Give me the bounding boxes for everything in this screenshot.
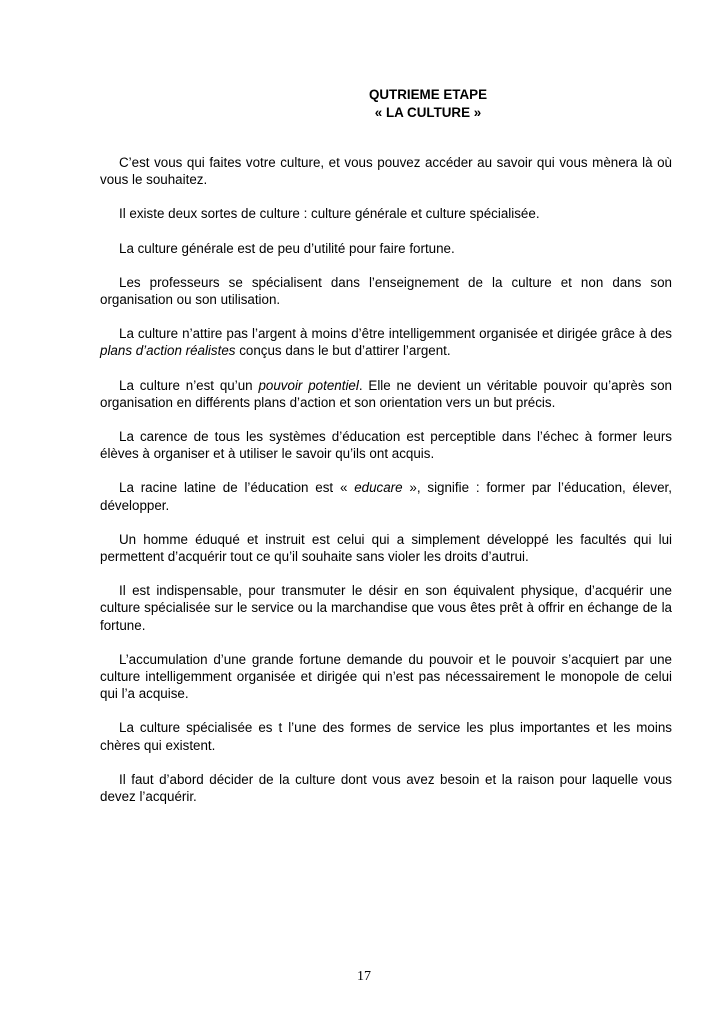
paragraph	[100, 582, 672, 634]
text-segment: La culture n’attire pas l’argent à moins d’être intelligemment organisée et dirigée grâce à des	[119, 326, 672, 342]
text-segment: Il faut d’abord décider de la culture dont vous avez besoin et la raison pour laquelle vous devez l’acquérir.	[100, 771, 672, 805]
italic-phrase: educare	[354, 480, 403, 496]
text-segment: conçus dans le but d’attirer l’argent.	[235, 343, 451, 359]
paragraph	[100, 274, 672, 308]
page-number: 17	[357, 969, 371, 984]
paragraph	[100, 377, 672, 411]
paragraph	[100, 479, 672, 513]
text-segment: La culture n’est qu’un	[119, 377, 259, 393]
italic-phrase: plans d’action réalistes	[100, 343, 236, 359]
text-segment: La carence de tous les systèmes d’éducation est perceptible dans l’échec à former leurs élèves à organiser et à utiliser le savoir qu’ils ont acquis.	[100, 429, 672, 462]
text-segment: . Elle ne devient un véritable pouvoir qu’après son organisation en différents plans d’action et son orientation vers un but précis.	[100, 377, 672, 410]
text-segment: Il existe deux sortes de culture : culture générale et culture spécialisée.	[119, 206, 540, 222]
text-segment: La culture générale est de peu d’utilité pour faire fortune.	[119, 240, 455, 256]
italic-phrase: pouvoir potentiel	[258, 377, 359, 393]
text-segment: Un homme éduqué et instruit est celui qui a simplement développé les facultés qui lui permettent d’acquérir tout ce qu’il souhaite sans violer les droits d’autrui.	[100, 531, 672, 565]
text-segment: C’est vous qui faites votre culture, et vous pouvez accéder au savoir qui vous mènera là où vous le souhaitez.	[100, 155, 672, 188]
text-segment: L’accumulation d’une grande fortune demande du pouvoir et le pouvoir s’acquiert par une culture intelligemment organisée et dirigée qui n’est pas nécessairement le monopole de celui qui l’a acquise.	[100, 651, 672, 702]
text-segment: Les professeurs se spécialisent dans l’enseignement de la culture et non dans son organisation ou son utilisation.	[100, 274, 672, 308]
chapter-title: QUTRIEME ETAPE	[368, 87, 488, 102]
body-text	[100, 154, 672, 822]
text-segment: La racine latine de l’éducation est «	[119, 480, 355, 496]
chapter-heading	[100, 86, 672, 122]
paragraph	[100, 325, 672, 359]
paragraph	[100, 719, 672, 753]
paragraph	[100, 240, 672, 257]
text-segment: », signifie : former par l’éducation, élever, développer.	[100, 480, 672, 513]
paragraph	[100, 154, 672, 188]
text-segment: Il est indispensable, pour transmuter le désir en son équivalent physique, d’acquérir une culture spécialisée sur le service ou la marchandise que vous êtes prêt à offrir en échange de la fortune.	[100, 583, 672, 633]
paragraph	[100, 531, 672, 565]
paragraph	[100, 428, 672, 462]
text-segment: La culture spécialisée es t l’une des formes de service les plus importantes et les moins chères qui existent.	[100, 720, 672, 753]
paragraph	[100, 651, 672, 703]
chapter-subtitle: « LA CULTURE »	[374, 105, 482, 120]
paragraph	[100, 205, 672, 222]
paragraph	[100, 771, 672, 805]
